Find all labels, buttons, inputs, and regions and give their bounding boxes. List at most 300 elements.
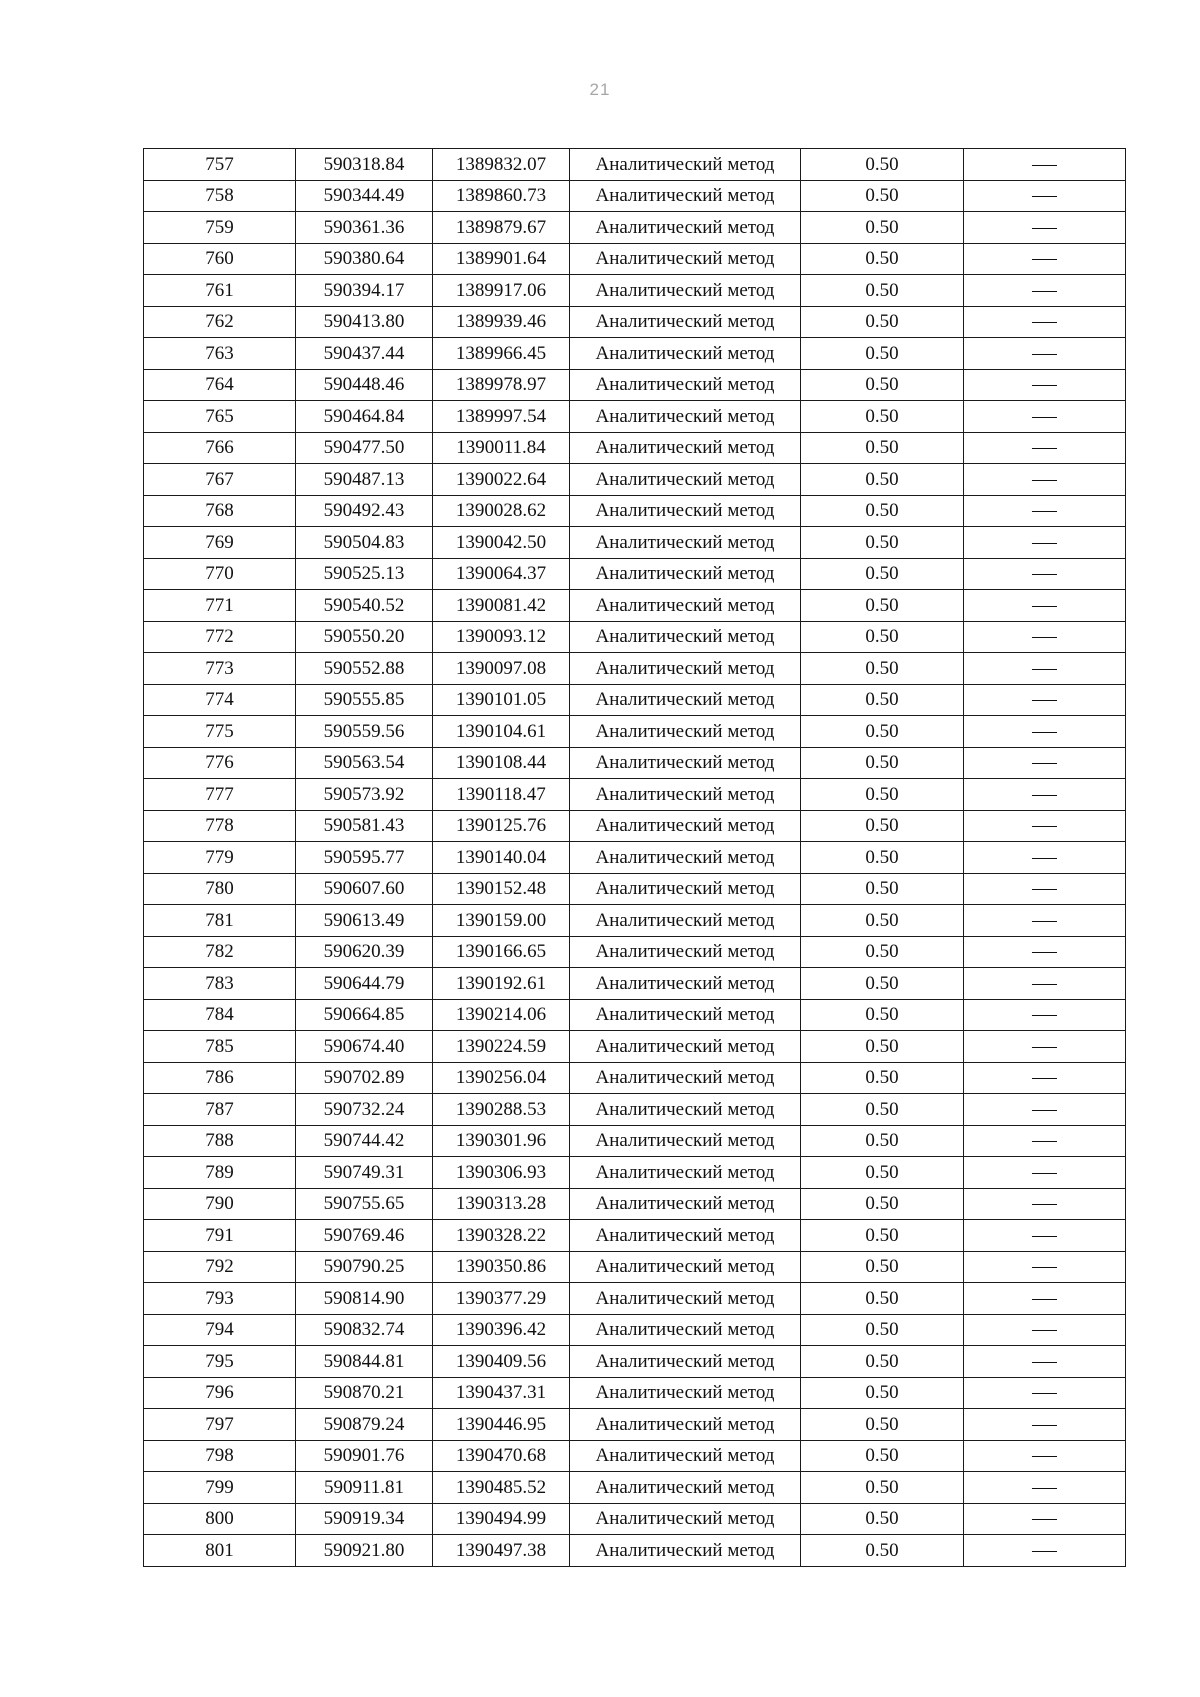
x-coordinate-cell: 590477.50: [296, 432, 433, 464]
method-cell: Аналитический метод: [570, 558, 801, 590]
table-row: [144, 243, 1126, 275]
note-cell: [964, 653, 1126, 685]
note-cell: [964, 716, 1126, 748]
table-row: [144, 779, 1126, 811]
table-row: [144, 338, 1126, 370]
table-row: [144, 1535, 1126, 1567]
dash-mark: —: [1032, 1319, 1057, 1341]
point-number-cell: 767: [144, 464, 296, 496]
note-cell: [964, 1283, 1126, 1315]
dash-mark: —: [1032, 1256, 1057, 1278]
precision-cell: 0.50: [801, 243, 964, 275]
method-cell: Аналитический метод: [570, 149, 801, 181]
table-row: [144, 968, 1126, 1000]
point-number-cell: 773: [144, 653, 296, 685]
point-number-cell: 785: [144, 1031, 296, 1063]
y-coordinate-cell: 1390377.29: [433, 1283, 570, 1315]
dash-mark: —: [1032, 563, 1057, 585]
point-number-cell: 789: [144, 1157, 296, 1189]
y-coordinate-cell: 1390409.56: [433, 1346, 570, 1378]
precision-cell: 0.50: [801, 905, 964, 937]
point-number-cell: 798: [144, 1440, 296, 1472]
note-cell: [964, 401, 1126, 433]
note-cell: [964, 338, 1126, 370]
table-row: [144, 432, 1126, 464]
table-row: [144, 1031, 1126, 1063]
method-cell: Аналитический метод: [570, 495, 801, 527]
precision-cell: 0.50: [801, 1377, 964, 1409]
point-number-cell: 770: [144, 558, 296, 590]
precision-cell: 0.50: [801, 1125, 964, 1157]
precision-cell: 0.50: [801, 1346, 964, 1378]
y-coordinate-cell: 1390328.22: [433, 1220, 570, 1252]
y-coordinate-cell: 1389901.64: [433, 243, 570, 275]
table-row: [144, 527, 1126, 559]
method-cell: Аналитический метод: [570, 779, 801, 811]
method-cell: Аналитический метод: [570, 1157, 801, 1189]
x-coordinate-cell: 590732.24: [296, 1094, 433, 1126]
point-number-cell: 794: [144, 1314, 296, 1346]
method-cell: Аналитический метод: [570, 1251, 801, 1283]
y-coordinate-cell: 1390028.62: [433, 495, 570, 527]
table-row: [144, 180, 1126, 212]
method-cell: Аналитический метод: [570, 716, 801, 748]
dash-mark: —: [1032, 1508, 1057, 1530]
x-coordinate-cell: 590755.65: [296, 1188, 433, 1220]
y-coordinate-cell: 1390125.76: [433, 810, 570, 842]
y-coordinate-cell: 1390042.50: [433, 527, 570, 559]
x-coordinate-cell: 590573.92: [296, 779, 433, 811]
table-row: [144, 936, 1126, 968]
dash-mark: —: [1032, 1539, 1057, 1561]
precision-cell: 0.50: [801, 1251, 964, 1283]
y-coordinate-cell: 1390118.47: [433, 779, 570, 811]
precision-cell: 0.50: [801, 1157, 964, 1189]
note-cell: [964, 275, 1126, 307]
precision-cell: 0.50: [801, 684, 964, 716]
dash-mark: —: [1032, 500, 1057, 522]
method-cell: Аналитический метод: [570, 653, 801, 685]
precision-cell: 0.50: [801, 1220, 964, 1252]
method-cell: Аналитический метод: [570, 1503, 801, 1535]
precision-cell: 0.50: [801, 716, 964, 748]
y-coordinate-cell: 1390159.00: [433, 905, 570, 937]
dash-mark: —: [1032, 1445, 1057, 1467]
dash-mark: —: [1032, 437, 1057, 459]
method-cell: Аналитический метод: [570, 212, 801, 244]
dash-mark: —: [1032, 185, 1057, 207]
dash-mark: —: [1032, 1350, 1057, 1372]
point-number-cell: 764: [144, 369, 296, 401]
method-cell: Аналитический метод: [570, 464, 801, 496]
table-row: [144, 621, 1126, 653]
point-number-cell: 761: [144, 275, 296, 307]
note-cell: [964, 621, 1126, 653]
point-number-cell: 776: [144, 747, 296, 779]
y-coordinate-cell: 1389879.67: [433, 212, 570, 244]
table-row: [144, 1409, 1126, 1441]
point-number-cell: 791: [144, 1220, 296, 1252]
dash-mark: —: [1032, 1004, 1057, 1026]
x-coordinate-cell: 590921.80: [296, 1535, 433, 1567]
x-coordinate-cell: 590607.60: [296, 873, 433, 905]
note-cell: [964, 1251, 1126, 1283]
precision-cell: 0.50: [801, 527, 964, 559]
table-row: [144, 1283, 1126, 1315]
x-coordinate-cell: 590552.88: [296, 653, 433, 685]
y-coordinate-cell: 1389966.45: [433, 338, 570, 370]
point-number-cell: 762: [144, 306, 296, 338]
note-cell: [964, 306, 1126, 338]
method-cell: Аналитический метод: [570, 1094, 801, 1126]
table-row: [144, 1251, 1126, 1283]
dash-mark: —: [1032, 689, 1057, 711]
note-cell: [964, 495, 1126, 527]
method-cell: Аналитический метод: [570, 1346, 801, 1378]
table-row: [144, 1377, 1126, 1409]
x-coordinate-cell: 590879.24: [296, 1409, 433, 1441]
y-coordinate-cell: 1389978.97: [433, 369, 570, 401]
dash-mark: —: [1032, 626, 1057, 648]
note-cell: [964, 243, 1126, 275]
method-cell: Аналитический метод: [570, 527, 801, 559]
dash-mark: —: [1032, 1224, 1057, 1246]
dash-mark: —: [1032, 846, 1057, 868]
y-coordinate-cell: 1390256.04: [433, 1062, 570, 1094]
note-cell: [964, 905, 1126, 937]
point-number-cell: 787: [144, 1094, 296, 1126]
y-coordinate-cell: 1390470.68: [433, 1440, 570, 1472]
x-coordinate-cell: 590644.79: [296, 968, 433, 1000]
table-row: [144, 1503, 1126, 1535]
precision-cell: 0.50: [801, 653, 964, 685]
x-coordinate-cell: 590769.46: [296, 1220, 433, 1252]
note-cell: [964, 1125, 1126, 1157]
dash-mark: —: [1032, 311, 1057, 333]
table-row: [144, 1346, 1126, 1378]
y-coordinate-cell: 1390350.86: [433, 1251, 570, 1283]
point-number-cell: 772: [144, 621, 296, 653]
y-coordinate-cell: 1390494.99: [433, 1503, 570, 1535]
dash-mark: —: [1032, 405, 1057, 427]
dash-mark: —: [1032, 594, 1057, 616]
method-cell: Аналитический метод: [570, 180, 801, 212]
x-coordinate-cell: 590613.49: [296, 905, 433, 937]
y-coordinate-cell: 1389917.06: [433, 275, 570, 307]
y-coordinate-cell: 1390097.08: [433, 653, 570, 685]
point-number-cell: 793: [144, 1283, 296, 1315]
y-coordinate-cell: 1390497.38: [433, 1535, 570, 1567]
dash-mark: —: [1032, 909, 1057, 931]
dash-mark: —: [1032, 248, 1057, 270]
note-cell: [964, 1094, 1126, 1126]
table-row: [144, 369, 1126, 401]
y-coordinate-cell: 1390064.37: [433, 558, 570, 590]
point-number-cell: 784: [144, 999, 296, 1031]
method-cell: Аналитический метод: [570, 905, 801, 937]
precision-cell: 0.50: [801, 495, 964, 527]
note-cell: [964, 1440, 1126, 1472]
note-cell: [964, 1314, 1126, 1346]
table-row: [144, 1157, 1126, 1189]
point-number-cell: 780: [144, 873, 296, 905]
method-cell: Аналитический метод: [570, 999, 801, 1031]
point-number-cell: 797: [144, 1409, 296, 1441]
page-number: 21: [589, 80, 611, 99]
method-cell: Аналитический метод: [570, 810, 801, 842]
table-row: [144, 1220, 1126, 1252]
precision-cell: 0.50: [801, 1062, 964, 1094]
table-row: [144, 590, 1126, 622]
y-coordinate-cell: 1390093.12: [433, 621, 570, 653]
precision-cell: 0.50: [801, 558, 964, 590]
note-cell: [964, 779, 1126, 811]
x-coordinate-cell: 590832.74: [296, 1314, 433, 1346]
y-coordinate-cell: 1390437.31: [433, 1377, 570, 1409]
table-row: [144, 1062, 1126, 1094]
dash-mark: —: [1032, 1413, 1057, 1435]
point-number-cell: 760: [144, 243, 296, 275]
dash-mark: —: [1032, 1193, 1057, 1215]
point-number-cell: 792: [144, 1251, 296, 1283]
y-coordinate-cell: 1390301.96: [433, 1125, 570, 1157]
precision-cell: 0.50: [801, 621, 964, 653]
precision-cell: 0.50: [801, 306, 964, 338]
x-coordinate-cell: 590487.13: [296, 464, 433, 496]
precision-cell: 0.50: [801, 968, 964, 1000]
x-coordinate-cell: 590464.84: [296, 401, 433, 433]
precision-cell: 0.50: [801, 936, 964, 968]
x-coordinate-cell: 590559.56: [296, 716, 433, 748]
precision-cell: 0.50: [801, 464, 964, 496]
precision-cell: 0.50: [801, 1283, 964, 1315]
point-number-cell: 800: [144, 1503, 296, 1535]
method-cell: Аналитический метод: [570, 1440, 801, 1472]
note-cell: [964, 180, 1126, 212]
note-cell: [964, 1377, 1126, 1409]
note-cell: [964, 1031, 1126, 1063]
x-coordinate-cell: 590620.39: [296, 936, 433, 968]
table-row: [144, 306, 1126, 338]
note-cell: [964, 1472, 1126, 1504]
table-row: [144, 495, 1126, 527]
y-coordinate-cell: 1389997.54: [433, 401, 570, 433]
x-coordinate-cell: 590492.43: [296, 495, 433, 527]
dash-mark: —: [1032, 153, 1057, 175]
dash-mark: —: [1032, 279, 1057, 301]
y-coordinate-cell: 1390104.61: [433, 716, 570, 748]
precision-cell: 0.50: [801, 1094, 964, 1126]
precision-cell: 0.50: [801, 779, 964, 811]
precision-cell: 0.50: [801, 369, 964, 401]
table-row: [144, 716, 1126, 748]
precision-cell: 0.50: [801, 1031, 964, 1063]
point-number-cell: 783: [144, 968, 296, 1000]
y-coordinate-cell: 1390446.95: [433, 1409, 570, 1441]
x-coordinate-cell: 590744.42: [296, 1125, 433, 1157]
note-cell: [964, 1062, 1126, 1094]
dash-mark: —: [1032, 531, 1057, 553]
y-coordinate-cell: 1390485.52: [433, 1472, 570, 1504]
dash-mark: —: [1032, 468, 1057, 490]
table-row: [144, 558, 1126, 590]
note-cell: [964, 747, 1126, 779]
x-coordinate-cell: 590563.54: [296, 747, 433, 779]
dash-mark: —: [1032, 657, 1057, 679]
precision-cell: 0.50: [801, 810, 964, 842]
table-row: [144, 999, 1126, 1031]
x-coordinate-cell: 590702.89: [296, 1062, 433, 1094]
coordinates-table-body: [144, 149, 1126, 1567]
point-number-cell: 765: [144, 401, 296, 433]
dash-mark: —: [1032, 752, 1057, 774]
y-coordinate-cell: 1390140.04: [433, 842, 570, 874]
x-coordinate-cell: 590540.52: [296, 590, 433, 622]
precision-cell: 0.50: [801, 275, 964, 307]
note-cell: [964, 842, 1126, 874]
method-cell: Аналитический метод: [570, 432, 801, 464]
table-row: [144, 212, 1126, 244]
x-coordinate-cell: 590814.90: [296, 1283, 433, 1315]
x-coordinate-cell: 590749.31: [296, 1157, 433, 1189]
precision-cell: 0.50: [801, 1440, 964, 1472]
x-coordinate-cell: 590790.25: [296, 1251, 433, 1283]
note-cell: [964, 684, 1126, 716]
point-number-cell: 779: [144, 842, 296, 874]
note-cell: [964, 1503, 1126, 1535]
precision-cell: 0.50: [801, 338, 964, 370]
dash-mark: —: [1032, 1287, 1057, 1309]
y-coordinate-cell: 1390011.84: [433, 432, 570, 464]
point-number-cell: 796: [144, 1377, 296, 1409]
point-number-cell: 799: [144, 1472, 296, 1504]
table-row: [144, 905, 1126, 937]
dash-mark: —: [1032, 1382, 1057, 1404]
precision-cell: 0.50: [801, 180, 964, 212]
note-cell: [964, 527, 1126, 559]
table-row: [144, 1125, 1126, 1157]
table-row: [144, 747, 1126, 779]
dash-mark: —: [1032, 1130, 1057, 1152]
method-cell: Аналитический метод: [570, 621, 801, 653]
precision-cell: 0.50: [801, 212, 964, 244]
method-cell: Аналитический метод: [570, 1125, 801, 1157]
x-coordinate-cell: 590344.49: [296, 180, 433, 212]
note-cell: [964, 1188, 1126, 1220]
dash-mark: —: [1032, 374, 1057, 396]
precision-cell: 0.50: [801, 1503, 964, 1535]
precision-cell: 0.50: [801, 401, 964, 433]
point-number-cell: 766: [144, 432, 296, 464]
precision-cell: 0.50: [801, 1409, 964, 1441]
method-cell: Аналитический метод: [570, 1062, 801, 1094]
table-row: [144, 1314, 1126, 1346]
y-coordinate-cell: 1390081.42: [433, 590, 570, 622]
dash-mark: —: [1032, 878, 1057, 900]
note-cell: [964, 369, 1126, 401]
precision-cell: 0.50: [801, 1535, 964, 1567]
table-row: [144, 464, 1126, 496]
method-cell: Аналитический метод: [570, 684, 801, 716]
point-number-cell: 769: [144, 527, 296, 559]
table-row: [144, 810, 1126, 842]
note-cell: [964, 432, 1126, 464]
note-cell: [964, 936, 1126, 968]
x-coordinate-cell: 590674.40: [296, 1031, 433, 1063]
precision-cell: 0.50: [801, 1472, 964, 1504]
method-cell: Аналитический метод: [570, 338, 801, 370]
note-cell: [964, 810, 1126, 842]
precision-cell: 0.50: [801, 149, 964, 181]
precision-cell: 0.50: [801, 999, 964, 1031]
table-row: [144, 653, 1126, 685]
point-number-cell: 781: [144, 905, 296, 937]
y-coordinate-cell: 1390101.05: [433, 684, 570, 716]
precision-cell: 0.50: [801, 590, 964, 622]
precision-cell: 0.50: [801, 842, 964, 874]
precision-cell: 0.50: [801, 747, 964, 779]
point-number-cell: 778: [144, 810, 296, 842]
point-number-cell: 790: [144, 1188, 296, 1220]
note-cell: [964, 1220, 1126, 1252]
point-number-cell: 777: [144, 779, 296, 811]
note-cell: [964, 590, 1126, 622]
note-cell: [964, 464, 1126, 496]
table-row: [144, 684, 1126, 716]
x-coordinate-cell: 590664.85: [296, 999, 433, 1031]
method-cell: Аналитический метод: [570, 243, 801, 275]
point-number-cell: 775: [144, 716, 296, 748]
y-coordinate-cell: 1390192.61: [433, 968, 570, 1000]
note-cell: [964, 149, 1126, 181]
x-coordinate-cell: 590919.34: [296, 1503, 433, 1535]
x-coordinate-cell: 590448.46: [296, 369, 433, 401]
note-cell: [964, 1157, 1126, 1189]
precision-cell: 0.50: [801, 1314, 964, 1346]
table-row: [144, 1472, 1126, 1504]
point-number-cell: 771: [144, 590, 296, 622]
y-coordinate-cell: 1390313.28: [433, 1188, 570, 1220]
table-row: [144, 401, 1126, 433]
note-cell: [964, 1409, 1126, 1441]
method-cell: Аналитический метод: [570, 1031, 801, 1063]
x-coordinate-cell: 590361.36: [296, 212, 433, 244]
dash-mark: —: [1032, 815, 1057, 837]
x-coordinate-cell: 590394.17: [296, 275, 433, 307]
x-coordinate-cell: 590318.84: [296, 149, 433, 181]
y-coordinate-cell: 1390288.53: [433, 1094, 570, 1126]
note-cell: [964, 999, 1126, 1031]
table-row: [144, 873, 1126, 905]
precision-cell: 0.50: [801, 873, 964, 905]
point-number-cell: 757: [144, 149, 296, 181]
note-cell: [964, 1535, 1126, 1567]
x-coordinate-cell: 590555.85: [296, 684, 433, 716]
y-coordinate-cell: 1390166.65: [433, 936, 570, 968]
note-cell: [964, 968, 1126, 1000]
method-cell: Аналитический метод: [570, 936, 801, 968]
x-coordinate-cell: 590911.81: [296, 1472, 433, 1504]
x-coordinate-cell: 590380.64: [296, 243, 433, 275]
y-coordinate-cell: 1389860.73: [433, 180, 570, 212]
y-coordinate-cell: 1389832.07: [433, 149, 570, 181]
y-coordinate-cell: 1390224.59: [433, 1031, 570, 1063]
x-coordinate-cell: 590437.44: [296, 338, 433, 370]
dash-mark: —: [1032, 1476, 1057, 1498]
method-cell: Аналитический метод: [570, 1472, 801, 1504]
point-number-cell: 801: [144, 1535, 296, 1567]
method-cell: Аналитический метод: [570, 1314, 801, 1346]
